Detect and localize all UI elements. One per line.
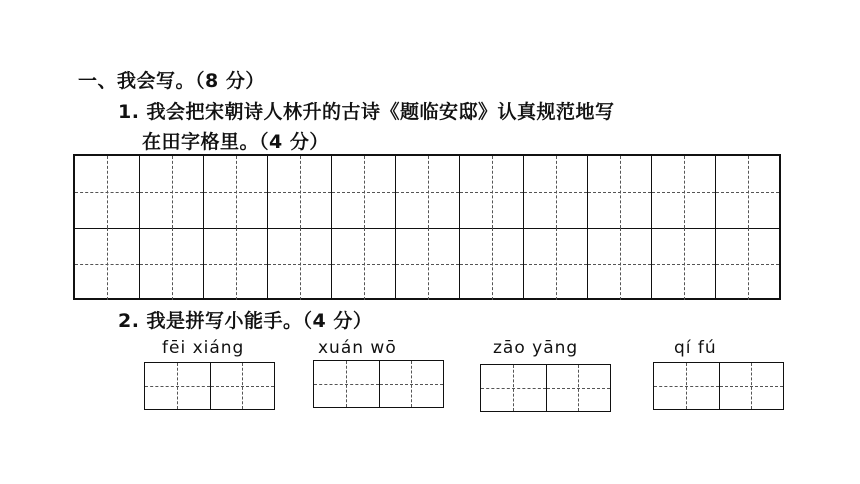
- tianzige-cell[interactable]: [203, 228, 267, 300]
- question1-prompt-line1: 1. 我会把宋朝诗人林升的古诗《题临安邸》认真规范地写: [118, 101, 615, 123]
- answer-box-2[interactable]: [313, 360, 444, 408]
- tianzige-cell[interactable]: [587, 156, 651, 228]
- grid-row: [75, 156, 779, 229]
- tianzige-cell[interactable]: [715, 156, 779, 228]
- grid-row: [75, 228, 779, 300]
- tianzige-cell[interactable]: [203, 156, 267, 228]
- question1-prompt-line2: 在田字格里。（4 分）: [142, 131, 329, 153]
- pinyin-label-4: qí fú: [674, 338, 717, 358]
- tianzige-cell[interactable]: [523, 156, 587, 228]
- answer-cell[interactable]: [379, 361, 444, 407]
- tianzige-cell[interactable]: [139, 228, 203, 300]
- answer-cell[interactable]: [145, 363, 210, 409]
- tianzige-writing-grid[interactable]: [73, 154, 781, 300]
- tianzige-cell[interactable]: [267, 228, 331, 300]
- tianzige-cell[interactable]: [395, 228, 459, 300]
- tianzige-cell[interactable]: [75, 156, 139, 228]
- pinyin-label-2: xuán wō: [318, 338, 397, 358]
- tianzige-cell[interactable]: [651, 156, 715, 228]
- answer-box-4[interactable]: [653, 362, 784, 410]
- answer-cell[interactable]: [210, 363, 275, 409]
- tianzige-cell[interactable]: [459, 228, 523, 300]
- answer-box-1[interactable]: [144, 362, 275, 410]
- tianzige-cell[interactable]: [715, 228, 779, 300]
- tianzige-cell[interactable]: [651, 228, 715, 300]
- tianzige-cell[interactable]: [587, 228, 651, 300]
- tianzige-cell[interactable]: [267, 156, 331, 228]
- tianzige-cell[interactable]: [459, 156, 523, 228]
- answer-cell[interactable]: [546, 365, 611, 411]
- section-title: 一、我会写。（8 分）: [78, 70, 265, 92]
- tianzige-cell[interactable]: [75, 228, 139, 300]
- answer-cell[interactable]: [481, 365, 546, 411]
- tianzige-cell[interactable]: [523, 228, 587, 300]
- answer-box-3[interactable]: [480, 364, 611, 412]
- tianzige-cell[interactable]: [331, 228, 395, 300]
- question2-prompt: 2. 我是拼写小能手。（4 分）: [118, 310, 373, 332]
- answer-cell[interactable]: [314, 361, 379, 407]
- answer-cell[interactable]: [719, 363, 784, 409]
- tianzige-cell[interactable]: [331, 156, 395, 228]
- answer-cell[interactable]: [654, 363, 719, 409]
- tianzige-cell[interactable]: [395, 156, 459, 228]
- pinyin-label-3: zāo yāng: [493, 338, 579, 358]
- pinyin-label-1: fēi xiáng: [162, 338, 245, 358]
- tianzige-cell[interactable]: [139, 156, 203, 228]
